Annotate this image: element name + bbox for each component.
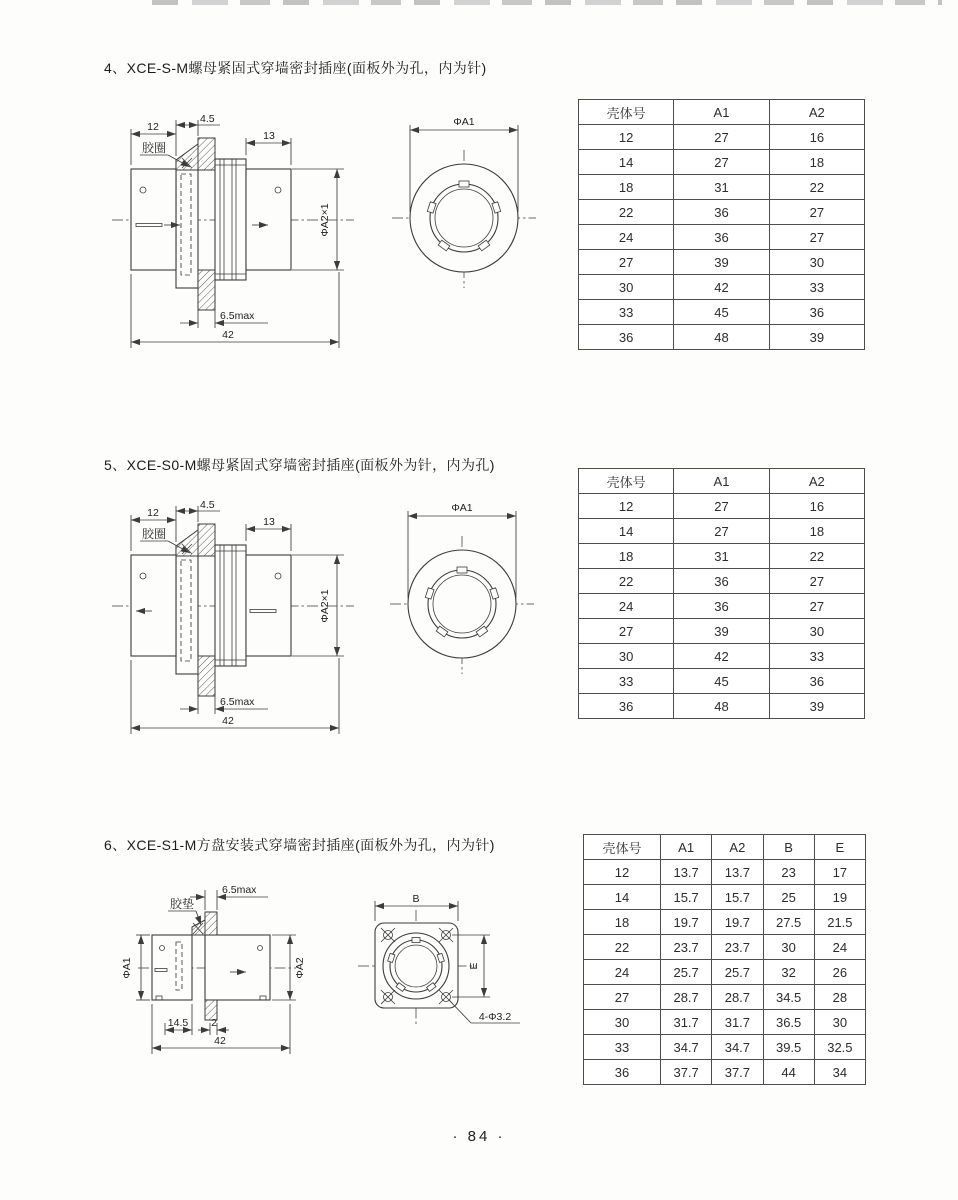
table-cell: 17 bbox=[814, 860, 865, 885]
section-5-spec-table bbox=[578, 468, 865, 719]
table-cell: 30 bbox=[814, 1010, 865, 1035]
table-cell: 31 bbox=[674, 544, 769, 569]
dim-label-14-5: 14.5 bbox=[167, 1017, 189, 1029]
seal-pad-label: 胶垫 bbox=[170, 897, 195, 911]
table-cell: 19.7 bbox=[712, 910, 763, 935]
table-cell: 27 bbox=[674, 519, 769, 544]
table-cell: 39 bbox=[674, 250, 769, 275]
table-cell: 23.7 bbox=[712, 935, 763, 960]
dim-label-4-5: 4.5 bbox=[200, 499, 215, 511]
table-cell: 33 bbox=[579, 669, 674, 694]
table-cell: 24 bbox=[584, 960, 661, 985]
dim-label-6-5max: 6.5max bbox=[220, 310, 255, 322]
section-6-front-view-drawing bbox=[350, 890, 555, 1058]
dim-label-13: 13 bbox=[263, 130, 275, 142]
table-cell: 15.7 bbox=[712, 885, 763, 910]
table-cell: 34.7 bbox=[661, 1035, 712, 1060]
table-row bbox=[584, 1010, 866, 1035]
dim-label-dia-a1: ΦA1 bbox=[121, 957, 133, 979]
table-cell: 32 bbox=[763, 960, 814, 985]
table-cell: 42 bbox=[674, 644, 769, 669]
dim-label-dia-a1: ΦA1 bbox=[453, 116, 475, 128]
table-cell: 39 bbox=[674, 619, 769, 644]
table-cell: 34.7 bbox=[712, 1035, 763, 1060]
table-row bbox=[579, 569, 865, 594]
table-cell: 31.7 bbox=[712, 1010, 763, 1035]
dim-label-42: 42 bbox=[214, 1035, 226, 1047]
table-cell: 36 bbox=[579, 694, 674, 719]
table-row bbox=[584, 910, 866, 935]
table-cell: 42 bbox=[674, 275, 769, 300]
table-cell: 30 bbox=[763, 935, 814, 960]
table-cell: 25.7 bbox=[661, 960, 712, 985]
dim-label-e: E bbox=[468, 962, 480, 970]
mounting-holes-label: 4-Φ3.2 bbox=[478, 1011, 512, 1023]
thread-spec-label: ΦA2×1 bbox=[319, 203, 331, 237]
table-cell: 36 bbox=[674, 200, 769, 225]
table-cell: 16 bbox=[769, 494, 864, 519]
column-header: A1 bbox=[674, 469, 769, 494]
header-row bbox=[579, 100, 865, 125]
table-cell: 28.7 bbox=[661, 985, 712, 1010]
table-cell: 37.7 bbox=[712, 1060, 763, 1085]
table-cell: 27 bbox=[674, 494, 769, 519]
table-cell: 36 bbox=[674, 569, 769, 594]
table-cell: 18 bbox=[579, 175, 674, 200]
section-6-spec-table bbox=[583, 834, 866, 1085]
table-cell: 36 bbox=[584, 1060, 661, 1085]
table-cell: 27 bbox=[769, 594, 864, 619]
dim-label-12: 12 bbox=[147, 507, 159, 519]
dim-label-dia-a1: ΦA1 bbox=[451, 502, 473, 514]
table-cell: 18 bbox=[579, 544, 674, 569]
table-cell: 23 bbox=[763, 860, 814, 885]
table-row bbox=[579, 275, 865, 300]
table-cell: 24 bbox=[579, 594, 674, 619]
table-cell: 37.7 bbox=[661, 1060, 712, 1085]
table-row bbox=[579, 250, 865, 275]
table-cell: 27 bbox=[769, 200, 864, 225]
table-cell: 12 bbox=[584, 860, 661, 885]
table-row bbox=[579, 669, 865, 694]
seal-ring-label: 胶圈 bbox=[142, 527, 167, 541]
table-row bbox=[579, 594, 865, 619]
table-cell: 36.5 bbox=[763, 1010, 814, 1035]
table-cell: 16 bbox=[769, 125, 864, 150]
table-cell: 36 bbox=[769, 300, 864, 325]
table-cell: 33 bbox=[769, 644, 864, 669]
table-cell: 39.5 bbox=[763, 1035, 814, 1060]
table-row bbox=[579, 544, 865, 569]
table-cell: 34 bbox=[814, 1060, 865, 1085]
seal-ring-label: 胶圈 bbox=[142, 141, 167, 155]
section-4-spec-table bbox=[578, 99, 865, 350]
table-cell: 36 bbox=[674, 594, 769, 619]
column-header: A2 bbox=[769, 100, 864, 125]
table-cell: 33 bbox=[769, 275, 864, 300]
column-header: B bbox=[763, 835, 814, 860]
table-cell: 34.5 bbox=[763, 985, 814, 1010]
table-cell: 22 bbox=[584, 935, 661, 960]
table-cell: 28 bbox=[814, 985, 865, 1010]
table-cell: 36 bbox=[674, 225, 769, 250]
table-cell: 36 bbox=[769, 669, 864, 694]
table-cell: 27.5 bbox=[763, 910, 814, 935]
dim-label-6-5max: 6.5max bbox=[220, 696, 255, 708]
page-number: · 84 · bbox=[452, 1128, 506, 1145]
table-cell: 44 bbox=[763, 1060, 814, 1085]
table-cell: 22 bbox=[579, 200, 674, 225]
table-row bbox=[579, 200, 865, 225]
header-row bbox=[579, 469, 865, 494]
table-cell: 30 bbox=[769, 619, 864, 644]
table-cell: 28.7 bbox=[712, 985, 763, 1010]
table-cell: 27 bbox=[579, 250, 674, 275]
section-5-heading: 5、XCE-S0-M螺母紧固式穿墙密封插座(面板外为针，内为孔) bbox=[104, 457, 495, 473]
header-row bbox=[584, 835, 866, 860]
table-cell: 15.7 bbox=[661, 885, 712, 910]
table-row bbox=[579, 175, 865, 200]
table-cell: 12 bbox=[579, 125, 674, 150]
dim-label-42: 42 bbox=[222, 329, 234, 341]
table-row bbox=[579, 125, 865, 150]
section-4-front-view-drawing bbox=[382, 106, 562, 304]
table-row bbox=[579, 694, 865, 719]
table-cell: 27 bbox=[769, 569, 864, 594]
table-cell: 19.7 bbox=[661, 910, 712, 935]
table-row bbox=[584, 885, 866, 910]
table-cell: 45 bbox=[674, 300, 769, 325]
table-cell: 14 bbox=[584, 885, 661, 910]
column-header: A1 bbox=[661, 835, 712, 860]
table-row bbox=[579, 619, 865, 644]
section-6-side-view-drawing bbox=[110, 878, 338, 1076]
table-row bbox=[584, 1035, 866, 1060]
table-cell: 24 bbox=[814, 935, 865, 960]
table-cell: 12 bbox=[579, 494, 674, 519]
table-cell: 48 bbox=[674, 694, 769, 719]
section-5-front-view-drawing bbox=[380, 492, 560, 690]
column-header: E bbox=[814, 835, 865, 860]
section-4-side-view-drawing bbox=[106, 112, 364, 362]
table-row bbox=[584, 935, 866, 960]
table-cell: 33 bbox=[584, 1035, 661, 1060]
table-row bbox=[579, 519, 865, 544]
section-6-heading: 6、XCE-S1-M方盘安装式穿墙密封插座(面板外为孔，内为针) bbox=[104, 837, 495, 853]
table-cell: 21.5 bbox=[814, 910, 865, 935]
table-cell: 19 bbox=[814, 885, 865, 910]
table-cell: 39 bbox=[769, 694, 864, 719]
table-cell: 14 bbox=[579, 519, 674, 544]
table-cell: 18 bbox=[769, 519, 864, 544]
cropped-top-text-strip bbox=[152, 0, 942, 5]
table-row bbox=[579, 150, 865, 175]
dim-label-2: 2 bbox=[211, 1017, 217, 1029]
table-row bbox=[584, 1060, 866, 1085]
table-cell: 27 bbox=[674, 150, 769, 175]
table-row bbox=[584, 960, 866, 985]
dim-label-12: 12 bbox=[147, 121, 159, 133]
table-cell: 27 bbox=[584, 985, 661, 1010]
dim-label-6-5max: 6.5max bbox=[222, 884, 257, 896]
table-cell: 22 bbox=[579, 569, 674, 594]
table-cell: 27 bbox=[769, 225, 864, 250]
table-cell: 33 bbox=[579, 300, 674, 325]
table-row bbox=[579, 225, 865, 250]
column-header: 壳体号 bbox=[579, 469, 674, 494]
table-cell: 25 bbox=[763, 885, 814, 910]
table-cell: 30 bbox=[579, 644, 674, 669]
table-row bbox=[579, 325, 865, 350]
column-header: A1 bbox=[674, 100, 769, 125]
table-row bbox=[579, 300, 865, 325]
table-cell: 39 bbox=[769, 325, 864, 350]
table-cell: 32.5 bbox=[814, 1035, 865, 1060]
table-row bbox=[579, 494, 865, 519]
table-row bbox=[584, 860, 866, 885]
section-5-side-view-drawing bbox=[106, 498, 364, 748]
table-cell: 36 bbox=[579, 325, 674, 350]
table-cell: 13.7 bbox=[712, 860, 763, 885]
table-cell: 18 bbox=[584, 910, 661, 935]
column-header: A2 bbox=[769, 469, 864, 494]
column-header: 壳体号 bbox=[579, 100, 674, 125]
table-cell: 45 bbox=[674, 669, 769, 694]
table-row bbox=[584, 985, 866, 1010]
column-header: A2 bbox=[712, 835, 763, 860]
table-cell: 13.7 bbox=[661, 860, 712, 885]
thread-spec-label: ΦA2×1 bbox=[319, 589, 331, 623]
dim-label-4-5: 4.5 bbox=[200, 113, 215, 125]
table-cell: 18 bbox=[769, 150, 864, 175]
table-cell: 26 bbox=[814, 960, 865, 985]
section-4-heading: 4、XCE-S-M螺母紧固式穿墙密封插座(面板外为孔，内为针) bbox=[104, 60, 487, 76]
table-cell: 30 bbox=[769, 250, 864, 275]
table-cell: 25.7 bbox=[712, 960, 763, 985]
dim-label-b: B bbox=[412, 893, 420, 905]
table-cell: 23.7 bbox=[661, 935, 712, 960]
dim-label-13: 13 bbox=[263, 516, 275, 528]
table-cell: 22 bbox=[769, 544, 864, 569]
dim-label-dia-a2: ΦA2 bbox=[294, 957, 306, 979]
table-cell: 30 bbox=[579, 275, 674, 300]
table-cell: 22 bbox=[769, 175, 864, 200]
table-cell: 24 bbox=[579, 225, 674, 250]
column-header: 壳体号 bbox=[584, 835, 661, 860]
table-cell: 14 bbox=[579, 150, 674, 175]
dim-label-42: 42 bbox=[222, 715, 234, 727]
table-row bbox=[579, 644, 865, 669]
table-cell: 30 bbox=[584, 1010, 661, 1035]
table-cell: 27 bbox=[579, 619, 674, 644]
table-cell: 27 bbox=[674, 125, 769, 150]
table-cell: 48 bbox=[674, 325, 769, 350]
table-cell: 31 bbox=[674, 175, 769, 200]
table-cell: 31.7 bbox=[661, 1010, 712, 1035]
